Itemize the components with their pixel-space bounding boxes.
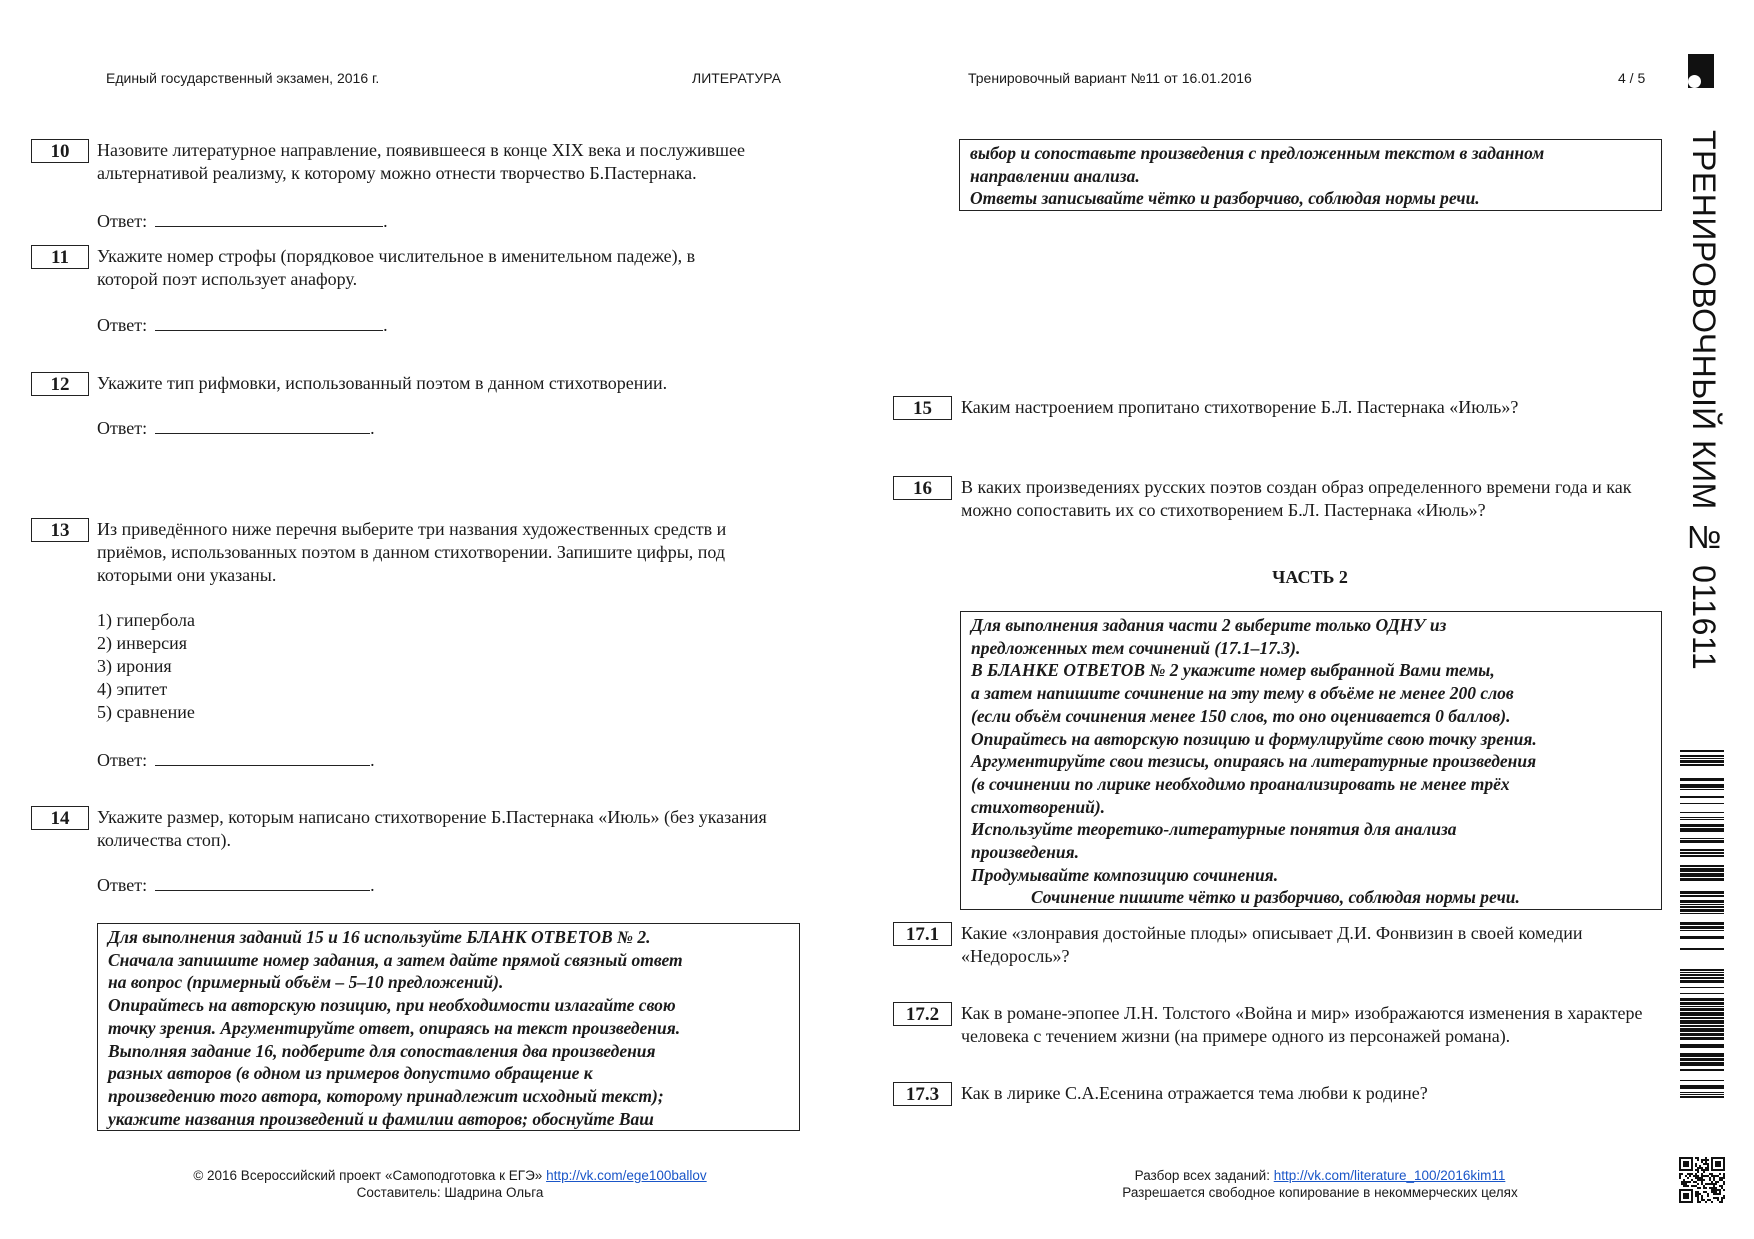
instruction-line: Сначала запишите номер задания, а затем дайте прямой связный ответ: [108, 949, 683, 970]
part2-heading: ЧАСТЬ 2: [1272, 567, 1348, 587]
instruction-line: укажите названия произведений и фамилии авторов; обоснуйте Ваш: [108, 1108, 654, 1129]
question-12-text: Укажите тип рифмовки, использованный поэтом в данном стихотворении.: [97, 373, 668, 393]
answer-label: Ответ:: [97, 750, 148, 770]
instruction-line: Для выполнения заданий 15 и 16 используйте БЛАНК ОТВЕТОВ № 2.: [108, 927, 651, 947]
instruction-line: Аргументируйте свои тезисы, опираясь на литературные произведения: [971, 751, 1537, 772]
instruction-line: выбор и сопоставьте произведения с предложенным текстом в заданном: [970, 143, 1545, 163]
question-14-number: 14: [31, 806, 89, 830]
question-12-number: 12: [31, 372, 89, 396]
instruction-line: (в сочинении по лирике необходимо проанализировать не менее трёх: [971, 773, 1510, 794]
answer-label: Ответ:: [97, 875, 148, 895]
instruction-line: Используйте теоретико-литературные понятия для анализа: [971, 819, 1457, 840]
answer-label: Ответ:: [97, 211, 148, 231]
footer-copyright: © 2016 Всероссийский проект «Самоподготовка к ЕГЭ»: [193, 1168, 543, 1183]
footer-analysis-label: Разбор всех заданий:: [1134, 1168, 1270, 1183]
instruction-line: Выполняя задание 16, подберите для сопоставления два произведения: [108, 1040, 656, 1061]
option-item: 2) инверсия: [97, 633, 188, 653]
header-variant: Тренировочный вариант №11 от 16.01.2016: [968, 70, 1252, 86]
answer-12[interactable]: Ответ: .: [97, 418, 375, 438]
option-item: 1) гипербола: [97, 610, 196, 630]
question-15-number: 15: [893, 396, 952, 420]
instruction-line: предложенных тем сочинений (17.1–17.3).: [971, 637, 1301, 658]
footer-copy-note: Разрешается свободное копирование в некоммерческих целях: [1122, 1185, 1518, 1200]
topic-17-2-number: 17.2: [893, 1002, 952, 1026]
footer-left: [120, 1167, 780, 1201]
instruction-line: Опирайтесь на авторскую позицию, при необходимости излагайте свою: [108, 995, 676, 1016]
option-item: 3) ирония: [97, 656, 172, 676]
instruction-line: Ответы записывайте чётко и разборчиво, соблюдая нормы речи.: [970, 188, 1480, 209]
answer-11[interactable]: Ответ: .: [97, 315, 388, 335]
question-14-text: Укажите размер, которым написано стихотворение Б.Пастернака «Июль» (без указания количества стоп).: [97, 807, 767, 850]
question-16-text: В каких произведениях русских поэтов создан образ определенного времени года и как можно сопоставить их со стихотворением Б.Л. Пастернака «Июль»?: [961, 477, 1632, 520]
answer-13[interactable]: Ответ: .: [97, 750, 375, 770]
footer-left-link[interactable]: http://vk.com/ege100ballov: [546, 1168, 707, 1183]
topic-17-2-text: Как в романе-эпопее Л.Н. Толстого «Война и мир» изображаются изменения в характере человека с течением жизни (на примере одного из персонажей романа).: [961, 1003, 1643, 1046]
corner-marker-icon: [1688, 54, 1714, 88]
topic-17-1-text: Какие «злонравия достойные плоды» описывает Д.И. Фонвизин в своей комедии «Недоросль»?: [961, 923, 1583, 966]
topic-17-3-number: 17.3: [893, 1082, 952, 1106]
question-11-number: 11: [31, 245, 89, 269]
option-item: 4) эпитет: [97, 679, 168, 699]
answer-label: Ответ:: [97, 315, 148, 335]
question-16-number: 16: [893, 476, 952, 500]
instruction-line: В БЛАНКЕ ОТВЕТОВ № 2 укажите номер выбранной Вами темы,: [971, 660, 1495, 681]
question-10-number: 10: [31, 139, 89, 163]
instruction-box-continued: [959, 139, 1662, 211]
options-list: [97, 609, 195, 724]
instruction-line: на вопрос (примерный объём – 5–10 предложений).: [108, 972, 504, 993]
header-subject: ЛИТЕРАТУРА: [692, 70, 781, 86]
header-exam-title: Единый государственный экзамен, 2016 г.: [106, 70, 380, 86]
question-11-text: Укажите номер строфы (порядковое числительное в именительном падеже), в которой поэт использует анафору.: [97, 246, 696, 289]
instruction-line: стихотворений).: [971, 796, 1106, 817]
instruction-line: а затем напишите сочинение на эту тему в объёме не менее 200 слов: [971, 683, 1514, 704]
instruction-line: разных авторов (в одном из примеров допустимо обращение к: [108, 1063, 593, 1084]
instruction-line: Опирайтесь на авторскую позицию и формулируйте свою точку зрения.: [971, 728, 1537, 749]
question-13-number: 13: [31, 518, 89, 542]
question-13-text: Из приведённого ниже перечня выберите три названия художественных средств и приёмов, использованных поэтом в данном стихотворении. Запишите цифры, под которыми они указаны.: [97, 519, 727, 585]
instruction-line: направлении анализа.: [970, 165, 1140, 186]
instruction-line: произведению того автора, которому принадлежит исходный текст);: [108, 1085, 664, 1106]
answer-label: Ответ:: [97, 418, 148, 438]
barcode-icon: [1680, 750, 1724, 1102]
instruction-line: произведения.: [971, 842, 1080, 863]
question-15-text: Каким настроением пропитано стихотворение Б.Л. Пастернака «Июль»?: [961, 397, 1519, 417]
part2-instruction-box: [960, 611, 1662, 910]
instruction-line: (если объём сочинения менее 150 слов, то оно оценивается 0 баллов).: [971, 705, 1511, 726]
instruction-line: Продумывайте композицию сочинения.: [971, 864, 1279, 885]
footer-right: [1000, 1167, 1640, 1201]
qr-code-icon: [1679, 1157, 1725, 1203]
answer-10[interactable]: Ответ: .: [97, 211, 388, 231]
answer-14[interactable]: Ответ: .: [97, 875, 375, 895]
side-title: ТРЕНИРОВОЧНЫЙ КИМ № 011611: [1686, 130, 1722, 671]
topic-17-3-text: Как в лирике С.А.Есенина отражается тема любви к родине?: [961, 1083, 1428, 1103]
instruction-line: Сочинение пишите чётко и разборчиво, соблюдая нормы речи.: [1031, 887, 1520, 908]
topic-17-1-number: 17.1: [893, 922, 952, 946]
option-item: 5) сравнение: [97, 702, 195, 722]
header-page-number: 4 / 5: [1618, 70, 1646, 86]
footer-author: Составитель: Шадрина Ольга: [356, 1185, 544, 1200]
footer-right-link[interactable]: http://vk.com/literature_100/2016kim11: [1273, 1168, 1506, 1183]
instruction-line: точку зрения. Аргументируйте ответ, опираясь на текст произведения.: [108, 1017, 681, 1038]
question-10-text: Назовите литературное направление, появившееся в конце XIX века и послужившее альтернативой реализму, к которому можно отнести творчество Б.Пастернака.: [97, 140, 745, 183]
instruction-line: Для выполнения задания части 2 выберите только ОДНУ из: [971, 615, 1447, 635]
instruction-box-15-16: [97, 923, 800, 1131]
